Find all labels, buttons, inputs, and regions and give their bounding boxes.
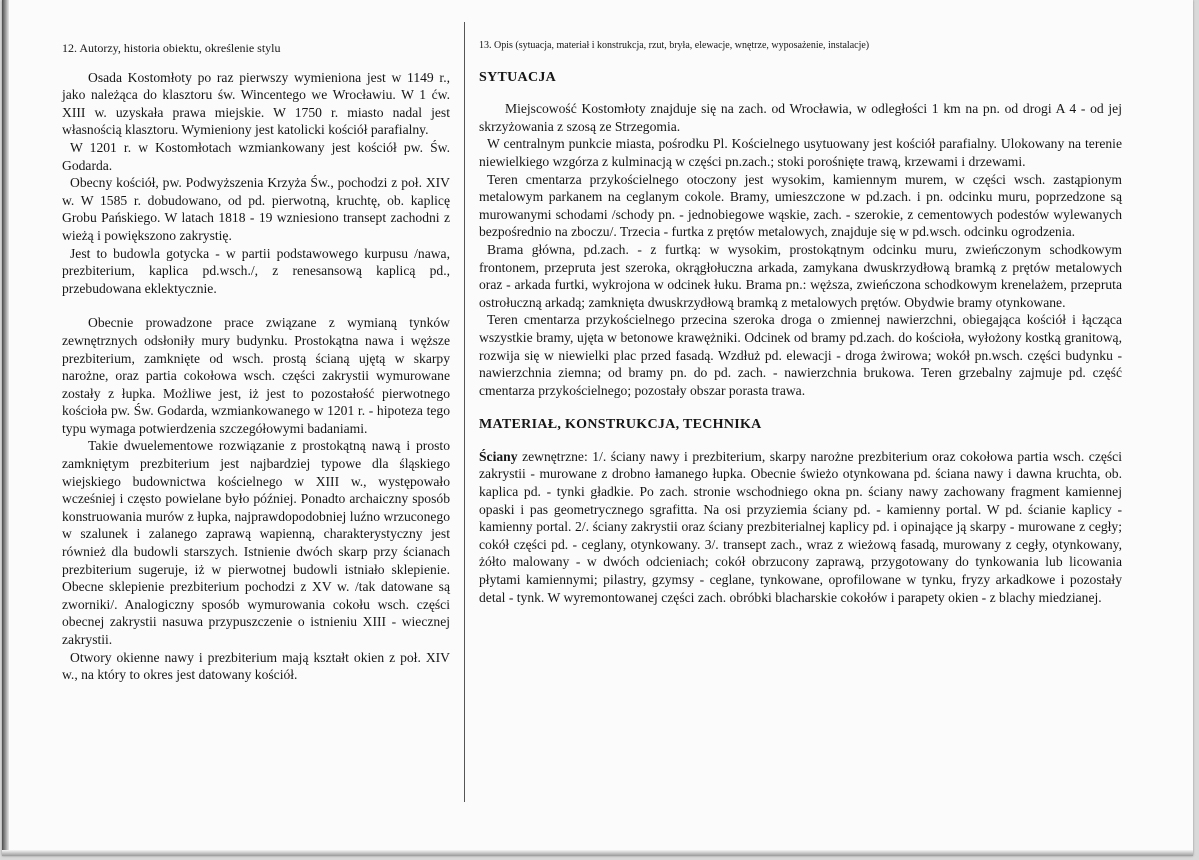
history-paragraph-6: Takie dwuelementowe rozwiązanie z prostokątną nawą i prosto zamkniętym prezbiterium jest najbardziej typowe dla śląskiego wiejskiego budownictwa kościelnego w XIII w., występowało wcześniej i często powielane było później. Ponadto archaiczny sposób konstruowania murów z łupka, najprawdopodobniej luźno wrzuconego w szalunek i zalanego zaprawą wapienną, charakterystyczny jest również dla budowli starszych. Istnienie dwóch skarp przy ścianach prezbiterium sugeruje, iż w pierwotnej budowli istniało sklepienie. Obecne sklepienie prezbiterium pochodzi z XV w. /tak datowane są zworniki/. Analogiczny sposób wymurowania cokołu wsch. części obecnej zakrystii nasuwa przypuszczenie o istnieniu XIII - wiecznej zakrystii. xyxy=(62,438,450,647)
left-column xyxy=(62,40,450,684)
column-divider xyxy=(464,22,465,802)
document-page xyxy=(2,0,1193,856)
section-13-header: 13. Opis (sytuacja, materiał i konstrukcja, rzut, bryła, elewacje, wnętrze, wyposażenie, instalacje) xyxy=(479,40,870,51)
history-paragraph-2: W 1201 r. w Kostomłotach wzmiankowany jest kościół pw. Św. Godarda. xyxy=(62,139,450,173)
history-paragraph-5: Obecnie prowadzone prace związane z wymianą tynków zewnętrznych odsłoniły mury budynku. Prostokątna nawa i węższe prezbiterium, zamknięte od wsch. prostą ścianą ujętą w skarpy narożne, oraz partia cokołowa wsch. części zakrystii wymurowane zostały z łupka. Możliwe jest, iż jest to pozostałość pierwotnego kościoła pw. Św. Godarda, wzmiankowanego w 1201 r. - hipoteza tego typu wymaga potwierdzenia szczegółowymi badaniami. xyxy=(62,315,450,436)
material-heading: MATERIAŁ, KONSTRUKCJA, TECHNIKA xyxy=(479,417,762,433)
history-paragraph-1: Osada Kostomłoty po raz pierwszy wymieniona jest w 1149 r., jako należąca do klasztoru św. Wincentego we Wrocławiu. W 1 ćw. XIII w. uzyskała prawa miejskie. W 1750 r. miasto nadal jest własnością klasztoru. Wymieniony jest katolicki kościół parafialny. xyxy=(62,69,450,138)
sytuacja-heading: SYTUACJA xyxy=(479,69,557,85)
sytuacja-paragraph-5: Teren cmentarza przykościelnego przecina szeroka droga o zmiennej nawierzchni, obiegająca kościół i łącząca wszystkie bramy, ujęta w betonowe krawężniki. Odcinek od bramy pd.zach. do kościoła, wyłożony kostką granitową, rozwija się w niewielki plac przed fasadą. Wzdłuż pd. elewacji - droga żwirowa; wokół pn.wsch. części budynku - nawierzchnia ziemna; od bramy pn. do pd. zach. - nawierzchnia brukowa. Teren grzebalny zajmuje pd. część cmentarza przykościelnego; pozostały obszar porasta trawa. xyxy=(479,312,1122,398)
sytuacja-paragraph-4: Brama główna, pd.zach. - z furtką: w wysokim, prostokątnym odcinku muru, zwieńczonym schodkowym frontonem, przepruta jest szeroka, okrągłołuczna arkada, zamykana dwuskrzydłową bramką z prętów metalowych oraz - arkada furtki, wykrojona w odcinek łuku. Brama pn.: węższa, zwieńczona schodkowym krenelażem, przepruta ostrołuczną arkadą; zamknięta dwuskrzydłową bramką z metalowych prętów. Obydwie bramy otynkowane. xyxy=(479,241,1122,310)
history-paragraph-4: Jest to budowla gotycka - w partii podstawowego kurpusu /nawa, prezbiterium, kaplica pd.wsch./, z renesansową kaplicą pd., przebudowana eklektycznie. xyxy=(62,245,450,296)
scan-edge-left xyxy=(2,0,9,856)
history-paragraph-7: Otwory okienne nawy i prezbiterium mają kształt okien z poł. XIV w., na który to okres jest datowany kościół. xyxy=(62,649,450,683)
right-column xyxy=(479,37,1122,606)
history-paragraph-3: Obecny kościół, pw. Podwyższenia Krzyża Św., pochodzi z poł. XIV w. W 1585 r. dobudowano, od pd. pierwotną, kruchtę, ob. kaplicę Grobu Pańskiego. W latach 1818 - 19 wzniesiono transept zachodni z wieżą i powiększono zakrystię. xyxy=(62,175,450,243)
sytuacja-paragraph-2: W centralnym punkcie miasta, pośrodku Pl. Kościelnego usytuowany jest kościół parafialny. Ulokowany na terenie niewielkiego wzgórza z kulminacją w części pn.zach.; stoki porośnięte trawą, krzewami i drzewami. xyxy=(479,136,1122,169)
section-12-header: 12. Autorzy, historia obiektu, określenie stylu xyxy=(62,41,281,55)
walls-lead-term: Ściany xyxy=(479,448,518,464)
material-paragraph xyxy=(479,448,1122,606)
sytuacja-paragraph-3: Teren cmentarza przykościelnego otoczony jest wysokim, kamiennym murem, w części wsch. zastąpionym metalowym parkanem na ceglanym cokole. Bramy, umieszczone w pd.zach. i pn. odcinku muru, poprzedzone są murowanymi schodami /schody pn. - jednobiegowe wąskie, zach. - szerokie, z cementowych podestów wylewanych bezpośrednio na zboczu/. Trzecia - furtka z prętów metalowych, znajduje się w pd.wsch. odcinku ogrodzenia. xyxy=(479,171,1122,240)
sytuacja-paragraph-1: Miejscowość Kostomłoty znajduje się na zach. od Wrocławia, w odległości 1 km na pn. od drogi A 4 - od jej skrzyżowania z szosą ze Strzegomia. xyxy=(479,101,1122,134)
walls-description: zewnętrzne: 1/. ściany nawy i prezbiterium, skarpy narożne prezbiterium oraz cokołowa partia wsch. części zakrystii - murowane z drobno łamanego łupka. Obecnie świeżo otynkowana pd. ściana nawy i dawna kruchta, ob. kaplica pd. - tynki gładkie. Po zach. stronie wschodniego okna pn. ściany nawy zachowany fragment kamiennej opaski i pas geometrycznego sgrafitta. Na osi przyziemia ściany pd. - kamienny portal. W pd. ścianie kaplicy - kamienny portal. 2/. ściany zakrystii oraz ściany prezbiterialnej kaplicy pd. i opinające ją skarpy - murowane z cegły; cokół części pd. - ceglany, otynkowany. 3/. transept zach., wraz z wieżową fasadą, murowany z cegły, otynkowany, żółto malowany - w dwóch odcieniach; cokół obrzucony zaprawą, przygotowany do tynkowania lub licowania płytami kamiennymi; pilastry, gzymsy - ceglane, tynkowane, oprofilowane w tynku, fryzy arkadkowe i pozostały detal - tynk. W wyremontowanej części zach. obróbki blacharskie cokołów i parapety okien - z blachy miedzianej. xyxy=(479,448,1122,605)
scan-edge-bottom xyxy=(2,850,1193,856)
